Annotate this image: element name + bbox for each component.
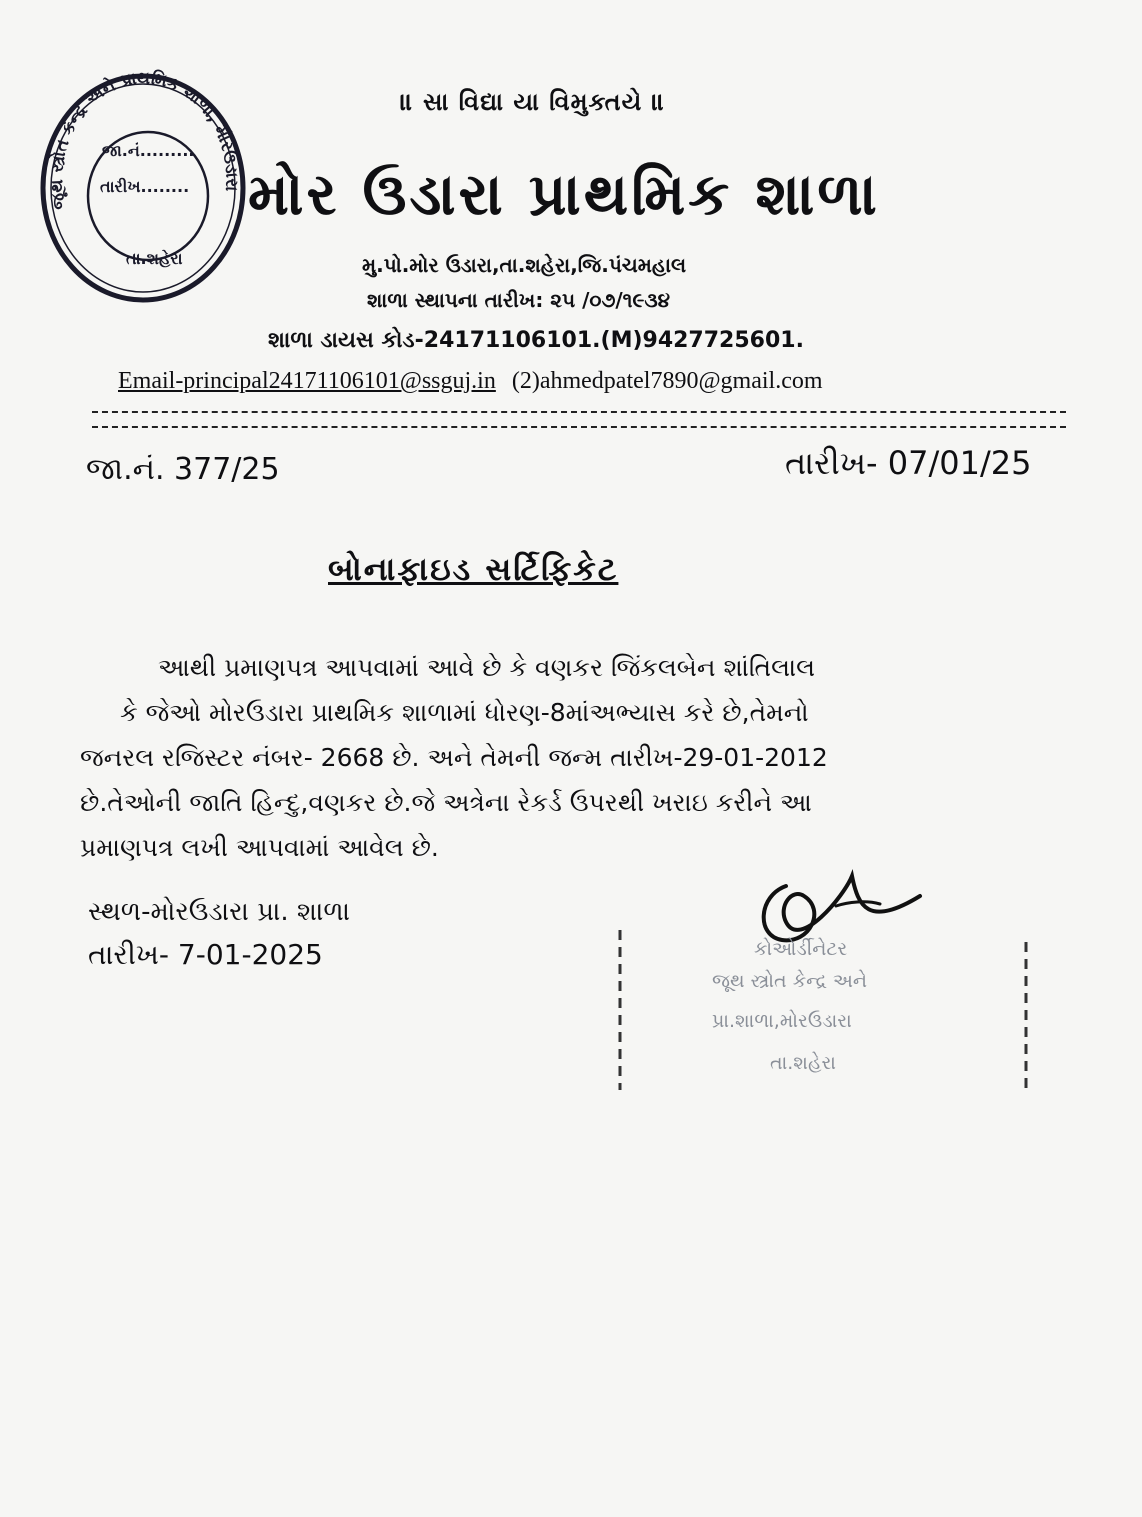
coordinator-stamp xyxy=(612,920,1042,1090)
stamp-line: કોઓર્ડીનેટર xyxy=(754,938,848,960)
issue-place: સ્થળ-મોરઉડારા પ્રા. શાળા xyxy=(88,897,350,927)
header-divider-top xyxy=(92,411,1066,413)
reference-number: જા.નં. 377/25 xyxy=(86,452,280,487)
body-line: પ્રમાણપત્ર લખી આપવામાં આવેલ છે. xyxy=(80,833,439,862)
stamp-line: જૂથ સ્ત્રોત કેન્દ્ર અને xyxy=(712,970,868,992)
body-line: છે.તેઓની જાતિ હિન્દુ,વણકર છે.જે અત્રેના રેકર્ડ ઉપરથી ખરાઇ કરીને આ xyxy=(80,788,812,817)
school-motto: ॥ સા વિદ્યા યા વિમુક્તયે ॥ xyxy=(400,88,666,116)
certificate-body xyxy=(80,645,1070,870)
seal-bottom-text: તા.શહેરા xyxy=(126,249,183,268)
secondary-email: (2)ahmedpatel7890@gmail.com xyxy=(511,368,823,394)
stamp-line: તા.શહેરા xyxy=(770,1052,836,1074)
school-founded-date: શાળા સ્થાપના તારીખ: ૨૫ /૦૭/૧૯૩૪ xyxy=(367,288,671,312)
seal-date-field: તારીખ........ xyxy=(100,177,190,196)
issue-date: તારીખ- 7-01-2025 xyxy=(88,938,323,971)
certificate-title: બોનાફાઇડ સર્ટિફિકેટ xyxy=(328,550,619,588)
body-line: આથી પ્રમાણપત્ર આપવામાં આવે છે કે વણકર જિંકલબેન શાંતિલાલ xyxy=(158,653,816,682)
seal-ref-field: જા.નં......... xyxy=(102,141,195,160)
principal-email: Email-principal24171106101@ssguj.in xyxy=(118,368,496,394)
school-seal-stamp xyxy=(38,68,248,304)
school-name: મોર ઉડારા પ્રાથમિક શાળા xyxy=(248,160,880,228)
contact-emails xyxy=(118,368,823,395)
school-address: મુ.પો.મોર ઉડારા,તા.શહેરા,જિ.પંચમહાલ xyxy=(362,253,687,277)
body-line: જનરલ રજિસ્ટર નંબર- 2668 છે. અને તેમની જન્મ તારીખ-29-01-2012 xyxy=(80,743,828,772)
reference-date: તારીખ- 07/01/25 xyxy=(785,444,1032,482)
school-dise-code: શાળા ડાયસ કોડ-24171106101.(M)9427725601. xyxy=(268,328,804,353)
seal-ring-text: જૂથ સ્ત્રોત કેન્દ્ર અને પ્રાથમિક શાળા, મોરઉડારા xyxy=(47,68,242,212)
stamp-line: પ્રા.શાળા,મોરઉડારા xyxy=(712,1010,852,1032)
body-line: કે જેઓ મોરઉડારા પ્રાથમિક શાળામાં ધોરણ-8માંઅભ્યાસ કરે છે,તેમનો xyxy=(120,698,809,727)
header-divider-bottom xyxy=(92,426,1066,428)
